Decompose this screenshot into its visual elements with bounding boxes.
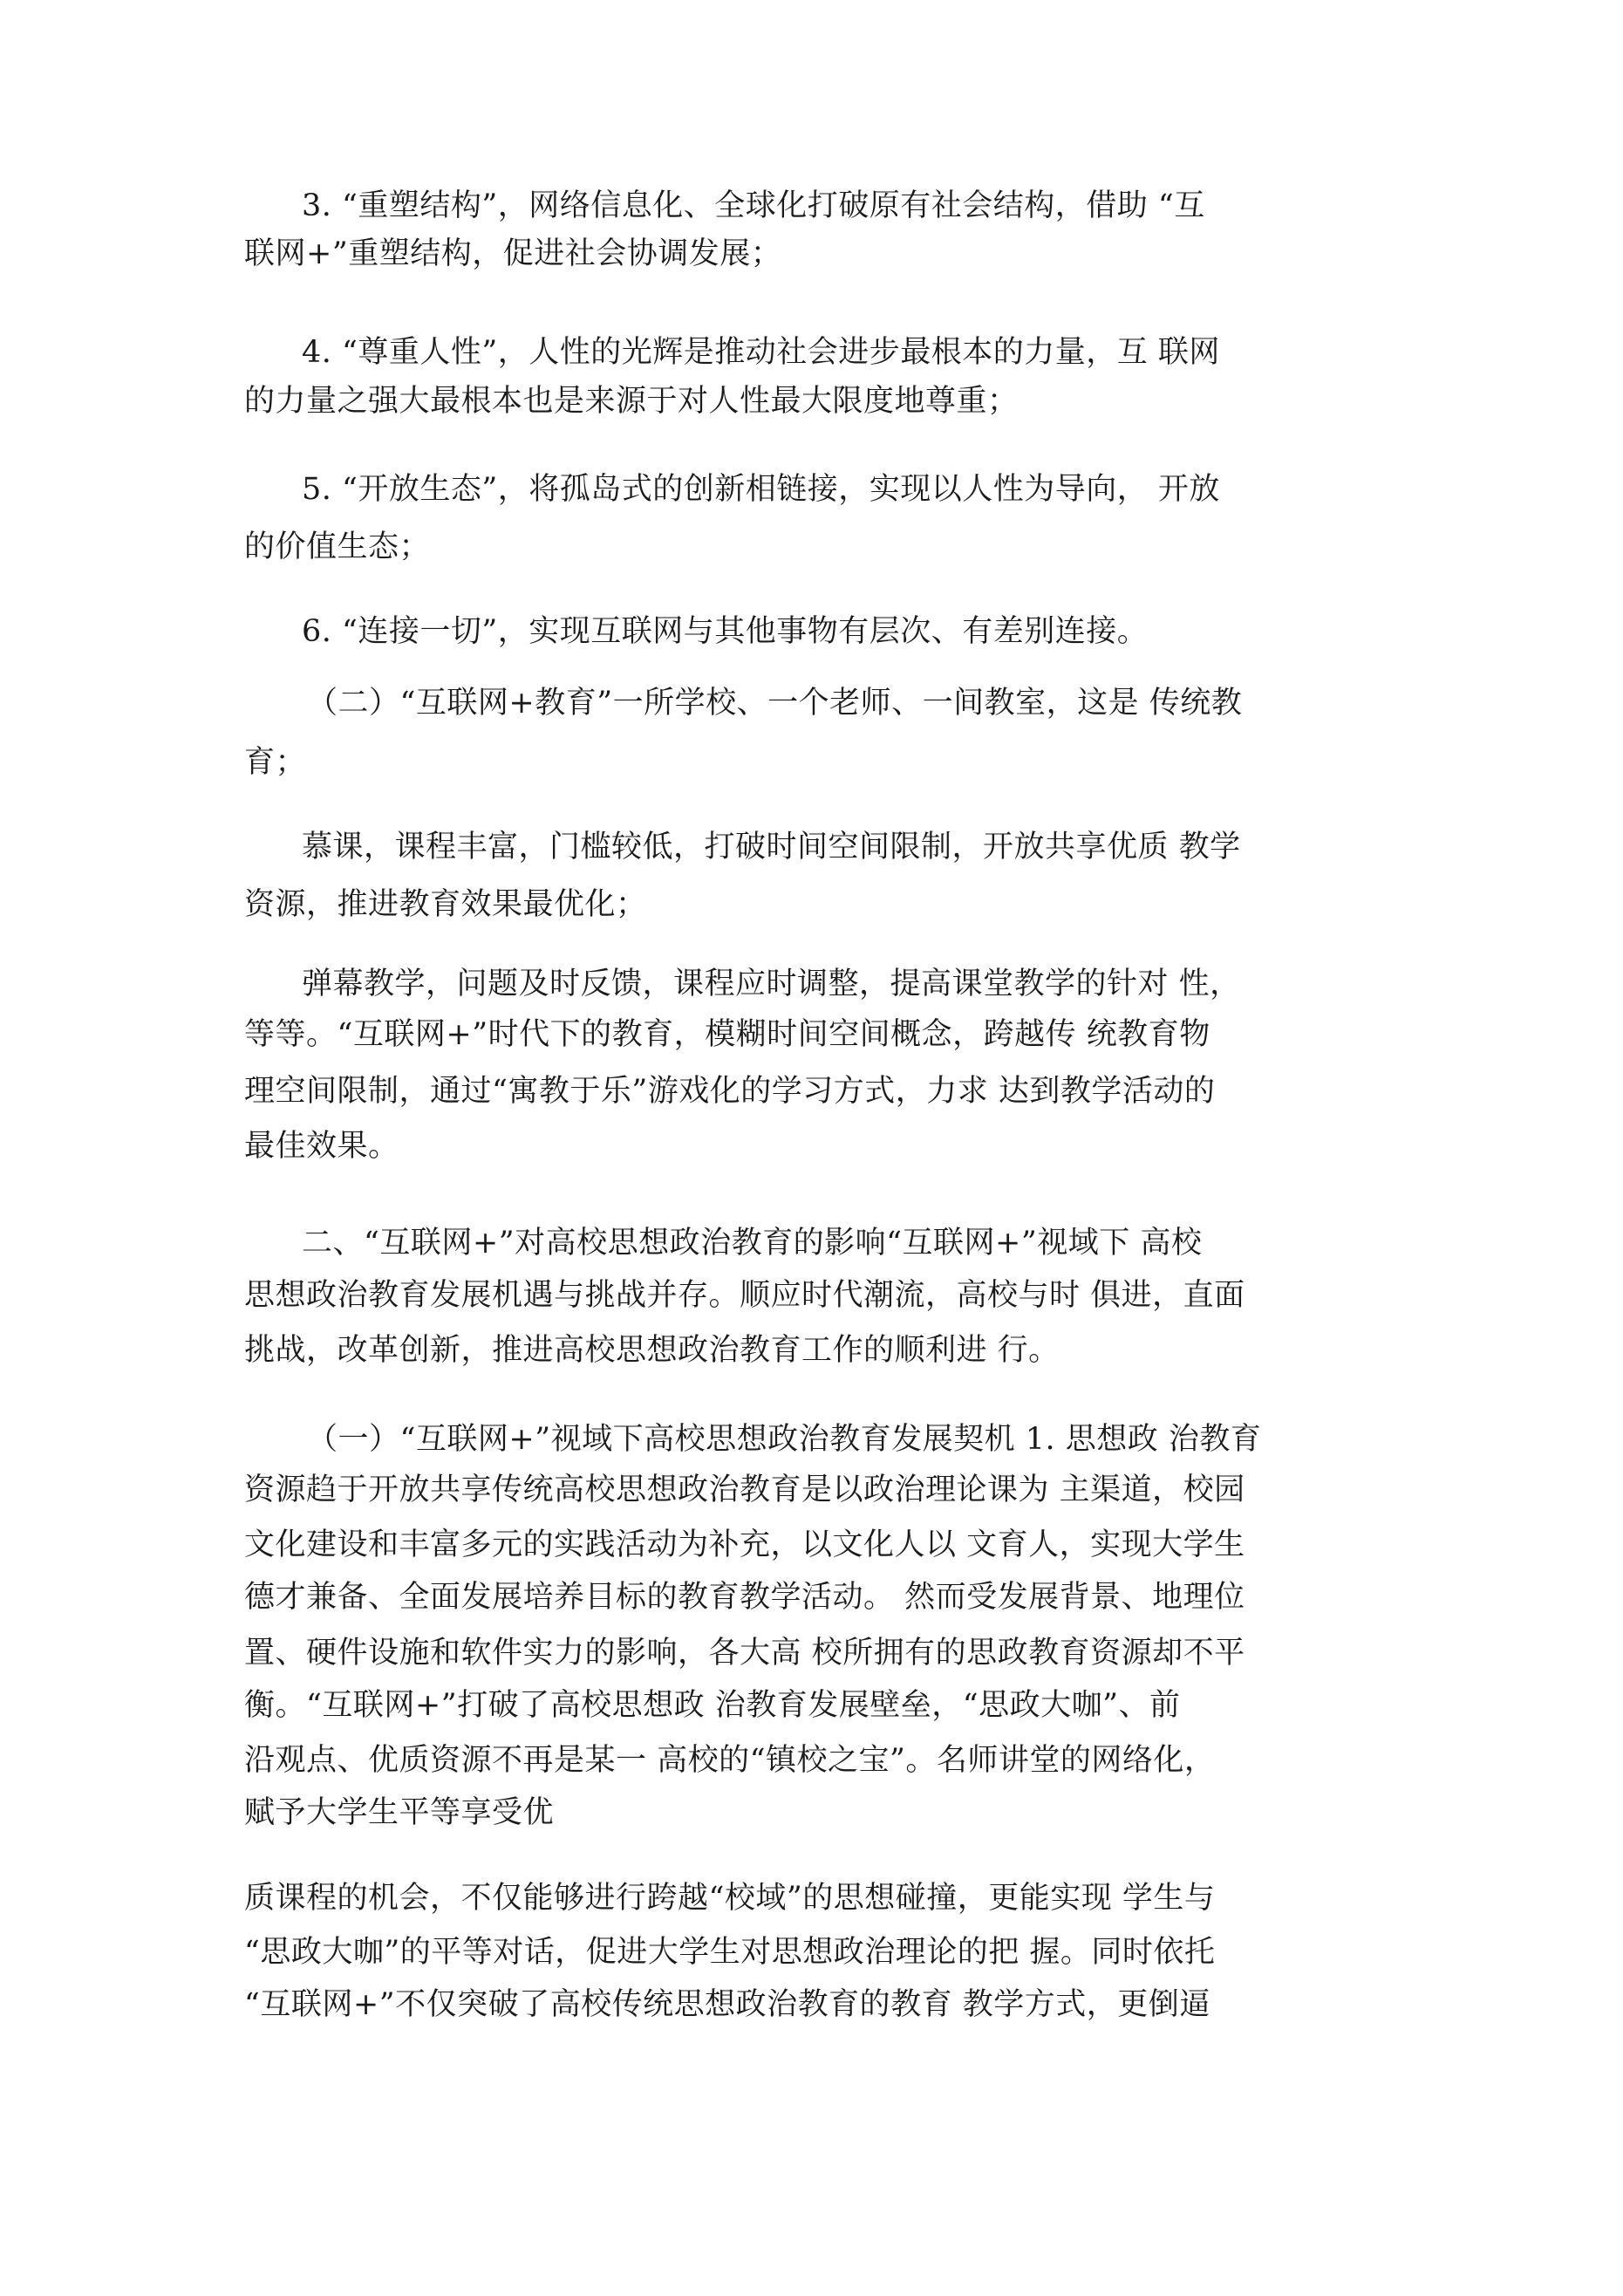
- text-line: 文化建设和丰富多元的实践活动为补充，以文化人以 文育人，实现大学生: [244, 1527, 1245, 1562]
- text-line: 资源趋于开放共享传统高校思想政治教育是以政治理论课为 主渠道，校园: [244, 1473, 1245, 1507]
- text-line: 弹幕教学，问题及时反馈，课程应时调整，提高课堂教学的针对 性，: [302, 967, 1241, 1001]
- text-line: 慕课，课程丰富，门槛较低，打破时间空间限制，开放共享优质 教学: [302, 830, 1241, 864]
- text-line: 6. “连接一切”，实现互联网与其他事物有层次、有差别连接。: [302, 614, 1149, 649]
- text-line: 联网+”重塑结构，促进社会协调发展；: [244, 236, 782, 271]
- text-line: （一）“互联网+”视域下高校思想政治教育发展契机 1. 思想政 治教育: [307, 1422, 1262, 1457]
- text-line: 沿观点、优质资源不再是某一 高校的“镇校之宝”。名师讲堂的网络化，: [244, 1743, 1216, 1778]
- text-line: 思想政治教育发展机遇与挑战并存。顺应时代潮流，高校与时 俱进，直面: [244, 1278, 1245, 1313]
- text-line: 的力量之强大最根本也是来源于对人性最大限度地尊重；: [244, 384, 1019, 419]
- text-line: 二、“互联网+”对高校思想政治教育的影响“互联网+”视域下 高校: [302, 1226, 1203, 1261]
- text-line: 衡。“互联网+”打破了高校思想政 治教育发展壁垒，“思政大咖”、前: [244, 1688, 1181, 1723]
- text-line: 育；: [244, 745, 307, 780]
- text-line: 4. “尊重人性”，人性的光辉是推动社会进步最根本的力量，互 联网: [302, 335, 1220, 370]
- text-line: “互联网+”不仅突破了高校传统思想政治教育的教育 教学方式，更倒逼: [244, 1987, 1210, 2022]
- text-line: 的价值生态；: [244, 530, 431, 564]
- text-line: 资源，推进教育效果最优化；: [244, 887, 647, 922]
- text-line: 3. “重塑结构”，网络信息化、全球化打破原有社会结构，借助 “互: [302, 188, 1205, 223]
- text-line: 挑战，改革创新，推进高校思想政治教育工作的顺利进 行。: [244, 1333, 1060, 1368]
- text-line: 5. “开放生态”，将孤岛式的创新相链接，实现以人性为导向， 开放: [302, 472, 1220, 507]
- text-line: 最佳效果。: [244, 1129, 399, 1164]
- text-line: “思政大咖”的平等对话，促进大学生对思想政治理论的把 握。同时依托: [244, 1935, 1216, 1970]
- text-line: 德才兼备、全面发展培养目标的教育教学活动。 然而受发展背景、地理位: [244, 1580, 1245, 1615]
- text-line: 质课程的机会，不仅能够进行跨越“校域”的思想碰撞，更能实现 学生与: [244, 1881, 1216, 1916]
- text-line: （二）“互联网+教育”一所学校、一个老师、一间教室，这是 传统教: [307, 686, 1243, 721]
- text-line: 理空间限制，通过“寓教于乐”游戏化的学习方式，力求 达到教学活动的: [244, 1074, 1216, 1109]
- text-line: 置、硬件设施和软件实力的影响，各大高 校所拥有的思政教育资源却不平: [244, 1636, 1245, 1671]
- text-line: 等等。“互联网+”时代下的教育，模糊时间空间概念，跨越传 统教育物: [244, 1017, 1210, 1052]
- text-line: 赋予大学生平等享受优: [244, 1795, 555, 1830]
